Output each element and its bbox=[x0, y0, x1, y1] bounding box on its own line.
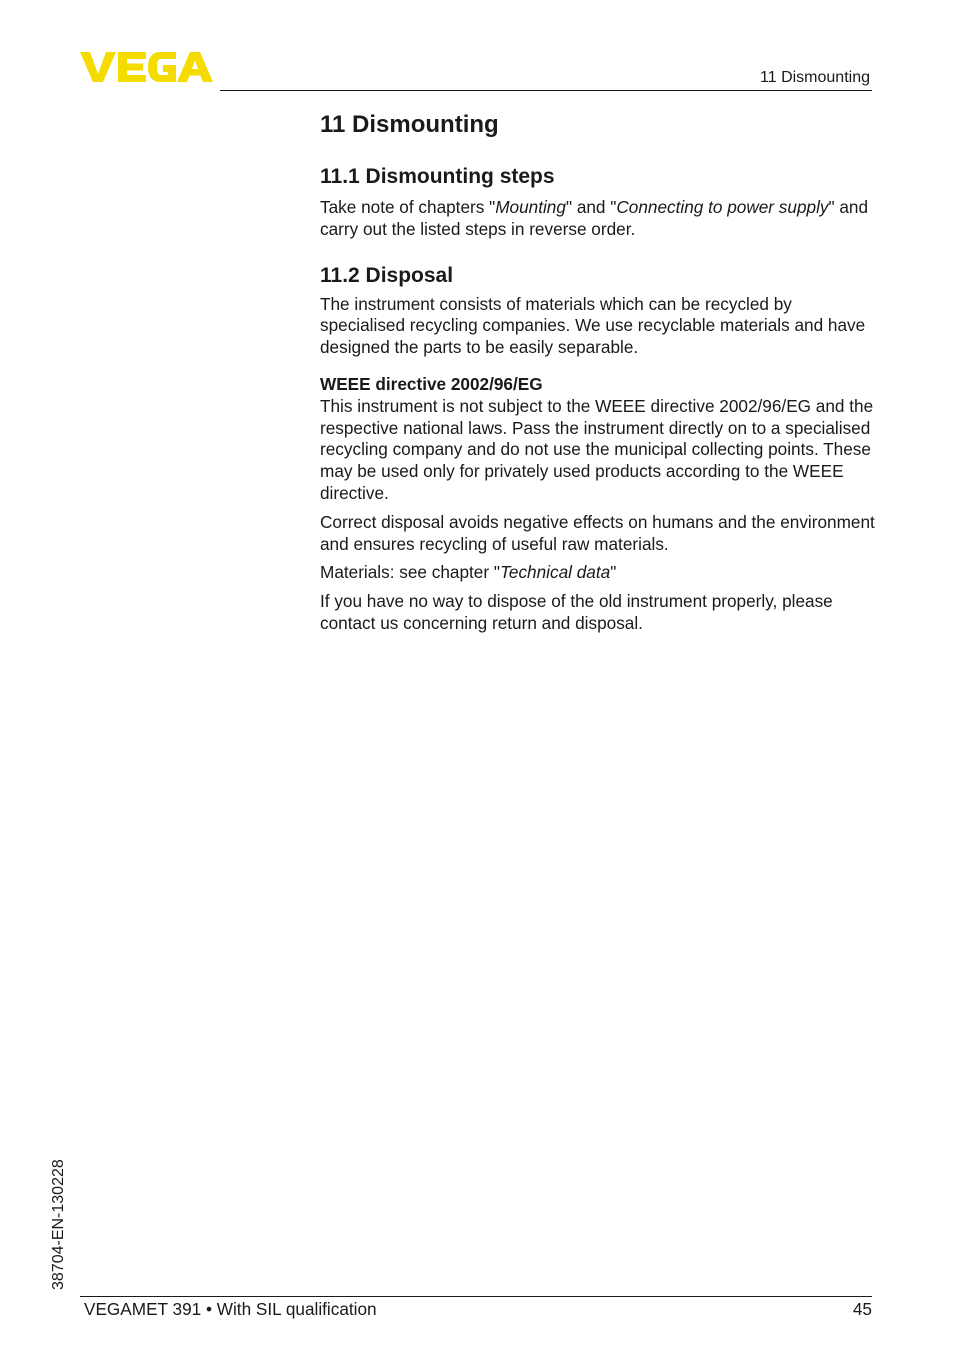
text-run: " and " bbox=[565, 197, 617, 217]
technical-data-reference: Technical data bbox=[499, 562, 611, 583]
footer-rule bbox=[80, 1296, 872, 1297]
text-run: Materials: see chapter " bbox=[320, 562, 500, 583]
page-number: 45 bbox=[852, 1299, 872, 1319]
text-run: Take note of chapters " bbox=[320, 197, 496, 217]
mounting-reference: Mounting bbox=[495, 197, 566, 217]
header-rule bbox=[220, 90, 872, 91]
dismounting-steps-paragraph bbox=[320, 197, 880, 241]
document-code: 38704-EN-130228 bbox=[50, 1159, 67, 1290]
correct-disposal-paragraph: Correct disposal avoids negative effects on humans and the environment and ensures recycling of useful raw materials. bbox=[320, 511, 875, 554]
footer-product: VEGAMET 391 • With SIL qualification bbox=[84, 1299, 377, 1319]
weee-heading: WEEE directive 2002/96/EG bbox=[320, 373, 543, 394]
return-paragraph: If you have no way to dispose of the old instrument properly, please contact us concerning return and disposal. bbox=[320, 591, 833, 633]
section-title-disposal: 11.2 Disposal bbox=[320, 263, 454, 287]
running-header: 11 Dismounting bbox=[760, 69, 870, 86]
vega-logo bbox=[80, 50, 214, 84]
text-run: " bbox=[610, 562, 617, 583]
chapter-title: 11 Dismounting bbox=[320, 111, 499, 138]
disposal-paragraph: The instrument consists of materials which can be recycled by specialised recycling companies. We use recyclable materials and have designed the parts to be easily separable. bbox=[320, 293, 866, 358]
text-run: " and carry out the listed steps in reverse order. bbox=[320, 197, 869, 239]
weee-paragraph: This instrument is not subject to the WEEE directive 2002/96/EG and the respective national laws. Pass the instrument directly on to a specialised recycling company and do not use the municipal collecting points. These may be used only for privately used products according to the WEEE directive. bbox=[320, 395, 874, 503]
section-title-dismounting-steps: 11.1 Dismounting steps bbox=[320, 165, 555, 188]
page-content bbox=[320, 110, 880, 635]
power-supply-reference: Connecting to power supply bbox=[616, 197, 829, 217]
materials-paragraph bbox=[320, 562, 880, 584]
